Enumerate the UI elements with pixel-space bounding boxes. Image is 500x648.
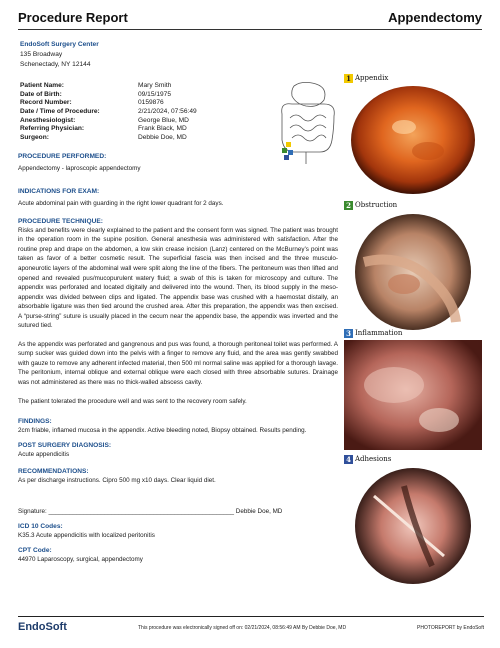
inflammation-photo[interactable] <box>344 340 482 450</box>
record-number-label: Record Number: <box>20 99 72 107</box>
image-label: Adhesions <box>355 455 392 463</box>
report-body <box>18 153 338 565</box>
section-heading-findings: FINDINGS: <box>18 418 52 426</box>
image-caption-1 <box>344 74 482 84</box>
referring-physician-label: Referring Physician: <box>20 125 85 133</box>
procedure-datetime-value: 2/21/2024, 07:56:49 <box>138 108 197 116</box>
image-number-badge: 4 <box>344 455 353 464</box>
facility-block <box>20 40 220 70</box>
findings-text: 2cm friable, inflamed mucosa in the appendix. Active bleeding noted, Biopsy obtained. Results pending. <box>18 427 307 435</box>
signoff-note: This procedure was electronically signed off on: 02/21/2024, 08:56:49 AM By Debbie Doe, MD <box>138 625 347 631</box>
technique-paragraph-1: Risks and benefits were clearly explained to the patient and the consent form was signed. The patient was brought in the operation room in the supine position. General anesthesia was administered with satisfaction. After the routine prep and drape on the abdomen, a low skin crease incision (Lanz) centered on the McBurney’s point was taken as favor of a better cosmetic result. The superficial fascia was then incised and the three musculo-aponeurotic layers of the abdominal wall were split along the line of the fibers. The peritoneum was then lifted and opened and revealed pus/mucopurulent watery fluid; a swab of this is taken for microscopy and culture. The appendix was perforated and located digitally and delivered into the wound. Then, its blood supply in the meso-appendix was divided between clips and ligated. The appendix base was crushed with a haemostat distally, an absorbable ligature was then tied around the crushed area. After this preparation, the appendix was then excised. A “purse-string” suture is usually placed in the cecum near the appendix base, the appendix was inverted and the sutured tied. <box>18 226 338 330</box>
surgeon-label: Surgeon: <box>20 134 49 142</box>
image-label: Inflammation <box>355 329 403 337</box>
procedure-performed-text: Appendectomy - laproscopic appendectomy <box>18 165 141 173</box>
patient-name-value: Mary Smith <box>138 82 172 89</box>
photoreport-brand: PHOTOREPORT by EndoSoft <box>417 625 484 631</box>
marker-1-icon <box>286 142 291 147</box>
image-caption-2 <box>344 201 482 211</box>
signature-line: Signature: _____________________________________________________ Debbie Doe, MD <box>18 508 283 516</box>
image-caption-4 <box>344 455 482 465</box>
section-heading-post-diagnosis: POST SURGERY DIAGNOSIS: <box>18 441 112 449</box>
report-header <box>18 8 482 30</box>
image-number-badge: 1 <box>344 74 353 83</box>
image-number-badge: 2 <box>344 201 353 210</box>
indications-text: Acute abdominal pain with guarding in the right lower quadrant for 2 days. <box>18 200 224 208</box>
image-caption-3 <box>344 329 482 339</box>
record-number-value: 0159876 <box>138 99 164 107</box>
anesthesiologist-value: George Blue, MD <box>138 116 189 124</box>
recommendations-text: As per discharge instructions. Cipro 500 mg x10 days. Clear liquid diet. <box>18 476 216 484</box>
procedure-title: Appendectomy <box>388 10 482 25</box>
facility-address-line1: 135 Broadway <box>20 51 63 58</box>
appendix-photo[interactable] <box>344 85 482 195</box>
patient-name-label: Patient Name: <box>20 82 64 89</box>
report-title: Procedure Report <box>18 10 128 25</box>
dob-value: 09/15/1975 <box>138 90 172 98</box>
image-label: Appendix <box>355 74 389 82</box>
obstruction-photo[interactable] <box>344 212 482 332</box>
section-heading-indications: INDICATIONS FOR EXAM: <box>18 187 100 195</box>
image-number-badge: 3 <box>344 329 353 338</box>
dob-label: Date of Birth: <box>20 90 62 98</box>
referring-physician-value: Frank Black, MD <box>138 125 187 133</box>
technique-paragraph-3: The patient tolerated the procedure well and was sent to the recovery room safely. <box>18 397 247 405</box>
image-label: Obstruction <box>355 201 398 209</box>
cpt-code-text: 44970 Laparoscopy, surgical, appendectomy <box>18 556 143 563</box>
facility-address-line2: Schenectady, NY 12144 <box>20 61 91 68</box>
surgeon-value: Debbie Doe, MD <box>138 134 187 142</box>
anesthesiologist-label: Anesthesiologist: <box>20 116 76 124</box>
icd-code-text: K35.3 Acute appendicitis with localized peritonitis <box>18 532 155 540</box>
adhesions-photo[interactable] <box>344 466 482 586</box>
report-footer <box>18 616 484 640</box>
section-heading-technique: PROCEDURE TECHNIQUE: <box>18 217 103 225</box>
section-heading-icd: ICD 10 Codes: <box>18 522 63 530</box>
post-diagnosis-text: Acute appendicitis <box>18 451 70 459</box>
procedure-datetime-label: Date / Time of Procedure: <box>20 108 100 116</box>
technique-paragraph-2: As the appendix was perforated and gangrenous and pus was found, a thorough peritoneal toilet was performed. A sump sucker was guided down into the pelvis with a finger to remove any fluid, and the area was gently swabbed with gauze to remove any adherent infected material, then 500 ml normal saline was applied for a thorough lavage. The peritonium, internal oblique and external oblique were each closed with three absorbable sutures. Drainage was not administered as there was no thick-walled abscess cavity. <box>18 340 338 386</box>
facility-name: EndoSoft Surgery Center <box>20 41 99 48</box>
endosoft-logo: EndoSoft <box>18 621 67 633</box>
section-heading-performed: PROCEDURE PERFORMED: <box>18 153 107 160</box>
section-heading-recommendations: RECOMMENDATIONS: <box>18 467 89 475</box>
section-heading-cpt: CPT Code: <box>18 546 52 554</box>
